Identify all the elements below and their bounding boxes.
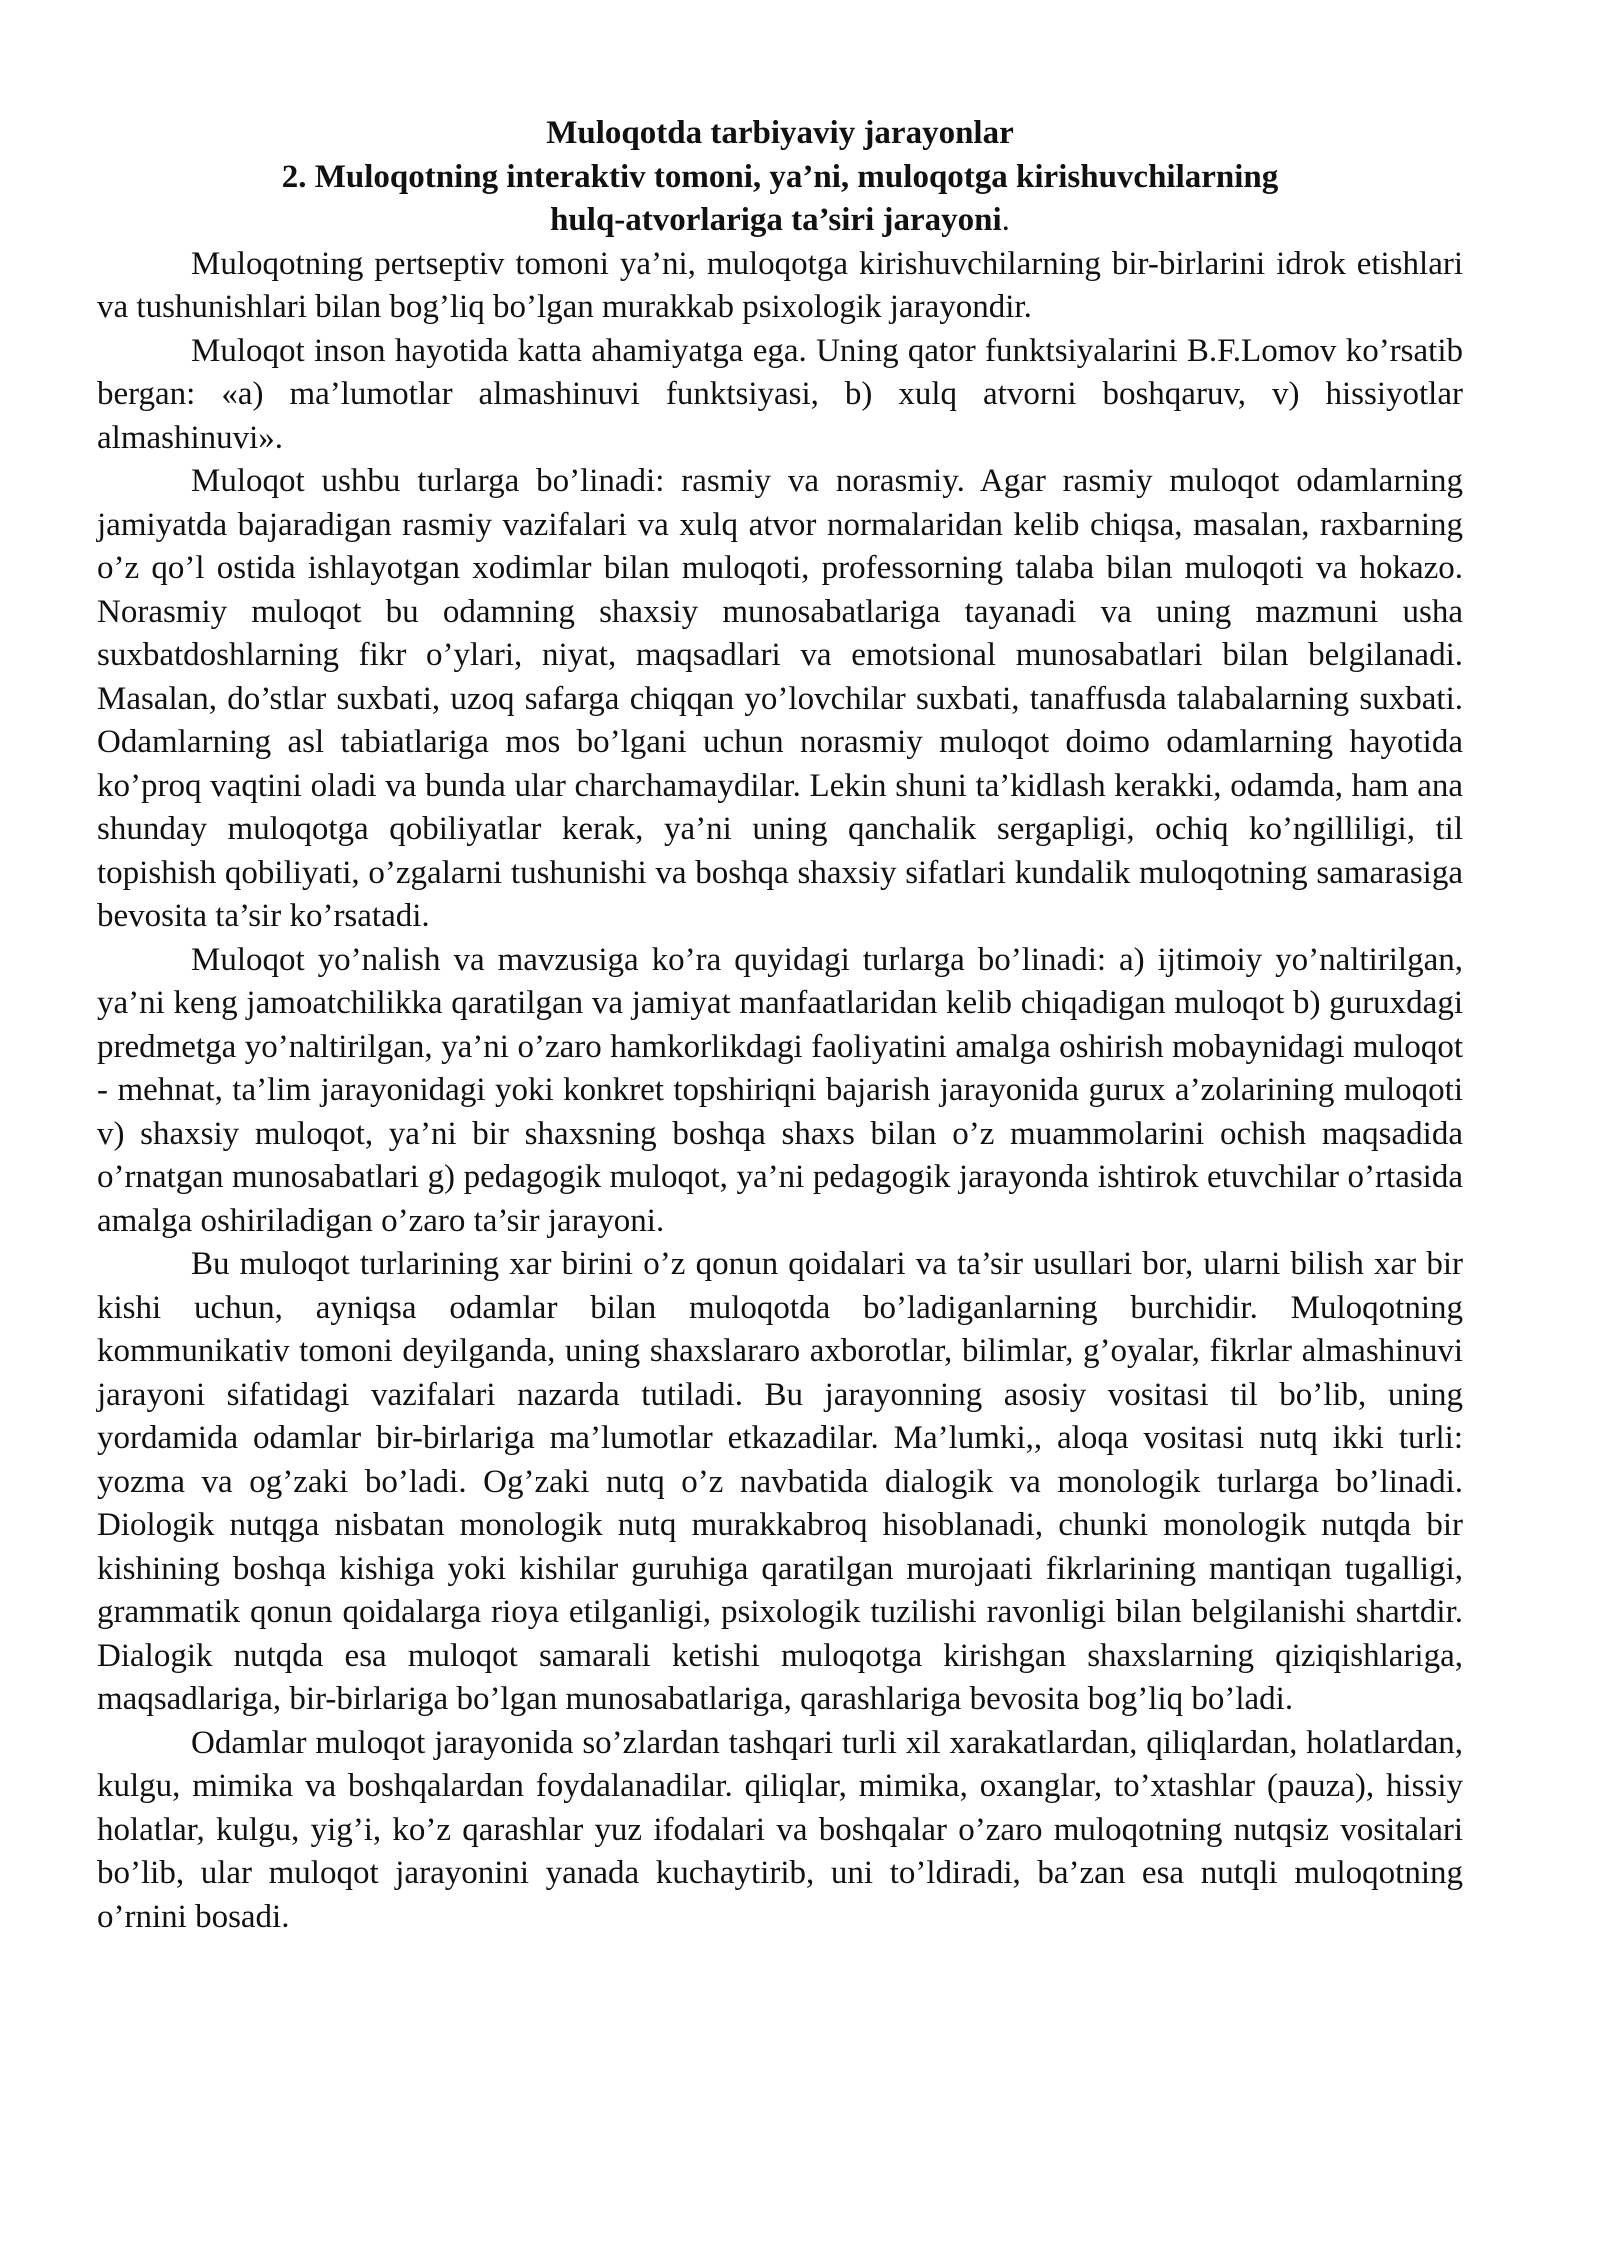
section-heading [97, 156, 1463, 243]
paragraph-5: Bu muloqot turlarining xar birini o’z qonun qoidalari va ta’sir usullari bor, ularni bilish xar bir kishi uchun, ayniqsa odamlar bilan muloqotda bo’ladiganlarning burchidir. Muloqotning kommunikativ tomoni deyilganda, uning shaxslararo axborotlar, bilimlar, g’oyalar, fikrlar almashinuvi jarayoni sifatidagi vazifalari nazarda tutiladi. Bu jarayonning asosiy vositasi til bo’lib, uning yordamida odamlar bir-birlariga ma’lumotlar etkazadilar. Ma’lumki,, aloqa vositasi nutq ikki turli: yozma va og’zaki bo’ladi. Og’zaki nutq o’z navbatida dialogik va monologik turlarga bo’linadi. Diologik nutqga nisbatan monologik nutq murakkabroq hisoblanadi, chunki monologik nutqda bir kishining boshqa kishiga yoki kishilar guruhiga qaratilgan murojaati fikrlarining mantiqan tugalligi, grammatik qonun qoidalarga rioya etilganligi, psixologik tuzilishi ravonligi bilan belgilanishi shartdir. Dialogik nutqda esa muloqot samarali ketishi muloqotga kirishgan shaxslarning qiziqishlariga, maqsadlariga, bir-birlariga bo’lgan munosabatlariga, qarashlariga bevosita bog’liq bo’ladi. [97, 1246, 1463, 1717]
paragraph-2: Muloqot inson hayotida katta ahamiyatga ega. Uning qator funktsiyalarini B.F.Lomov ko’rsatib bergan: «a) ma’lumotlar almashinuvi funktsiyasi, b) xulq atvorni boshqaruv, v) hissiyotlar almashinuvi». [97, 332, 1463, 456]
document-page [97, 112, 1463, 1939]
paragraph-1: Muloqotning pertseptiv tomoni ya’ni, muloqotga kirishuvchilarning bir-birlarini idrok etishlari va tushunishlari bilan bog’liq bo’lgan murakkab psixologik jarayondir. [97, 245, 1463, 325]
section-heading-text: 2. Muloqotning interaktiv tomoni, ya’ni, muloqotga kirishuvchilarning hulq-atvorlariga ta’siri jarayoni [281, 158, 1279, 238]
paragraph-4: Muloqot yo’nalish va mavzusiga ko’ra quyidagi turlarga bo’linadi: a) ijtimoiy yo’naltirilgan, ya’ni keng jamoatchilikka qaratilgan va jamiyat manfaatlaridan kelib chiqadigan muloqot b) guruxdagi predmetga yo’naltirilgan, ya’ni o’zaro hamkorlikdagi faoliyatini amalga oshirish mobaynidagi muloqot - mehnat, ta’lim jarayonidagi yoki konkret topshiriqni bajarish jarayonida gurux a’zolarining muloqoti v) shaxsiy muloqot, ya’ni bir shaxsning boshqa shaxs bilan o’z muammolarini ochish maqsadida o’rnatgan munosabatlari g) pedagogik muloqot, ya’ni pedagogik jarayonda ishtirok etuvchilar o’rtasida amalga oshiriladigan o’zaro ta’sir jarayoni. [97, 941, 1463, 1239]
paragraph-6: Odamlar muloqot jarayonida so’zlardan tashqari turli xil xarakatlardan, qiliqlardan, holatlardan, kulgu, mimika va boshqalardan foydalanadilar. qiliqlar, mimika, oxanglar, to’xtashlar (pauza), hissiy holatlar, kulgu, yig’i, ko’z qarashlar yuz ifodalari va boshqalar o’zaro muloqotning nutqsiz vositalari bo’lib, ular muloqot jarayonini yanada kuchaytirib, uni to’ldiradi, ba’zan esa nutqli muloqotning o’rnini bosadi. [97, 1724, 1463, 1935]
document-title: Muloqotda tarbiyaviy jarayonlar [546, 115, 1014, 151]
paragraph-3: Muloqot ushbu turlarga bo’linadi: rasmiy va norasmiy. Agar rasmiy muloqot odamlarning jamiyatda bajaradigan rasmiy vazifalari va xulq atvor normalaridan kelib chiqsa, masalan, raxbarning o’z qo’l ostida ishlayotgan xodimlar bilan muloqoti, professorning talaba bilan muloqoti va hokazo. Norasmiy muloqot bu odamning shaxsiy munosabatlariga tayanadi va uning mazmuni usha suxbatdoshlarning fikr o’ylari, niyat, maqsadlari va emotsional munosabatlari bilan belgilanadi. Masalan, do’stlar suxbati, uzoq safarga chiqqan yo’lovchilar suxbati, tanaffusda talabalarning suxbati. Odamlarning asl tabiatlariga mos bo’lgani uchun norasmiy muloqot doimo odamlarning hayotida ko’proq vaqtini oladi va bunda ular charchamaydilar. Lekin shuni ta’kidlash kerakki, odamda, ham ana shunday muloqotga qobiliyatlar kerak, ya’ni uning qanchalik sergapligi, ochiq ko’ngilliligi, til topishish qobiliyati, o’zgalarni tushunishi va boshqa shaxsiy sifatlari kundalik muloqotning samarasiga bevosita ta’sir ko’rsatadi. [97, 463, 1463, 934]
section-heading-period: . [1001, 202, 1010, 238]
